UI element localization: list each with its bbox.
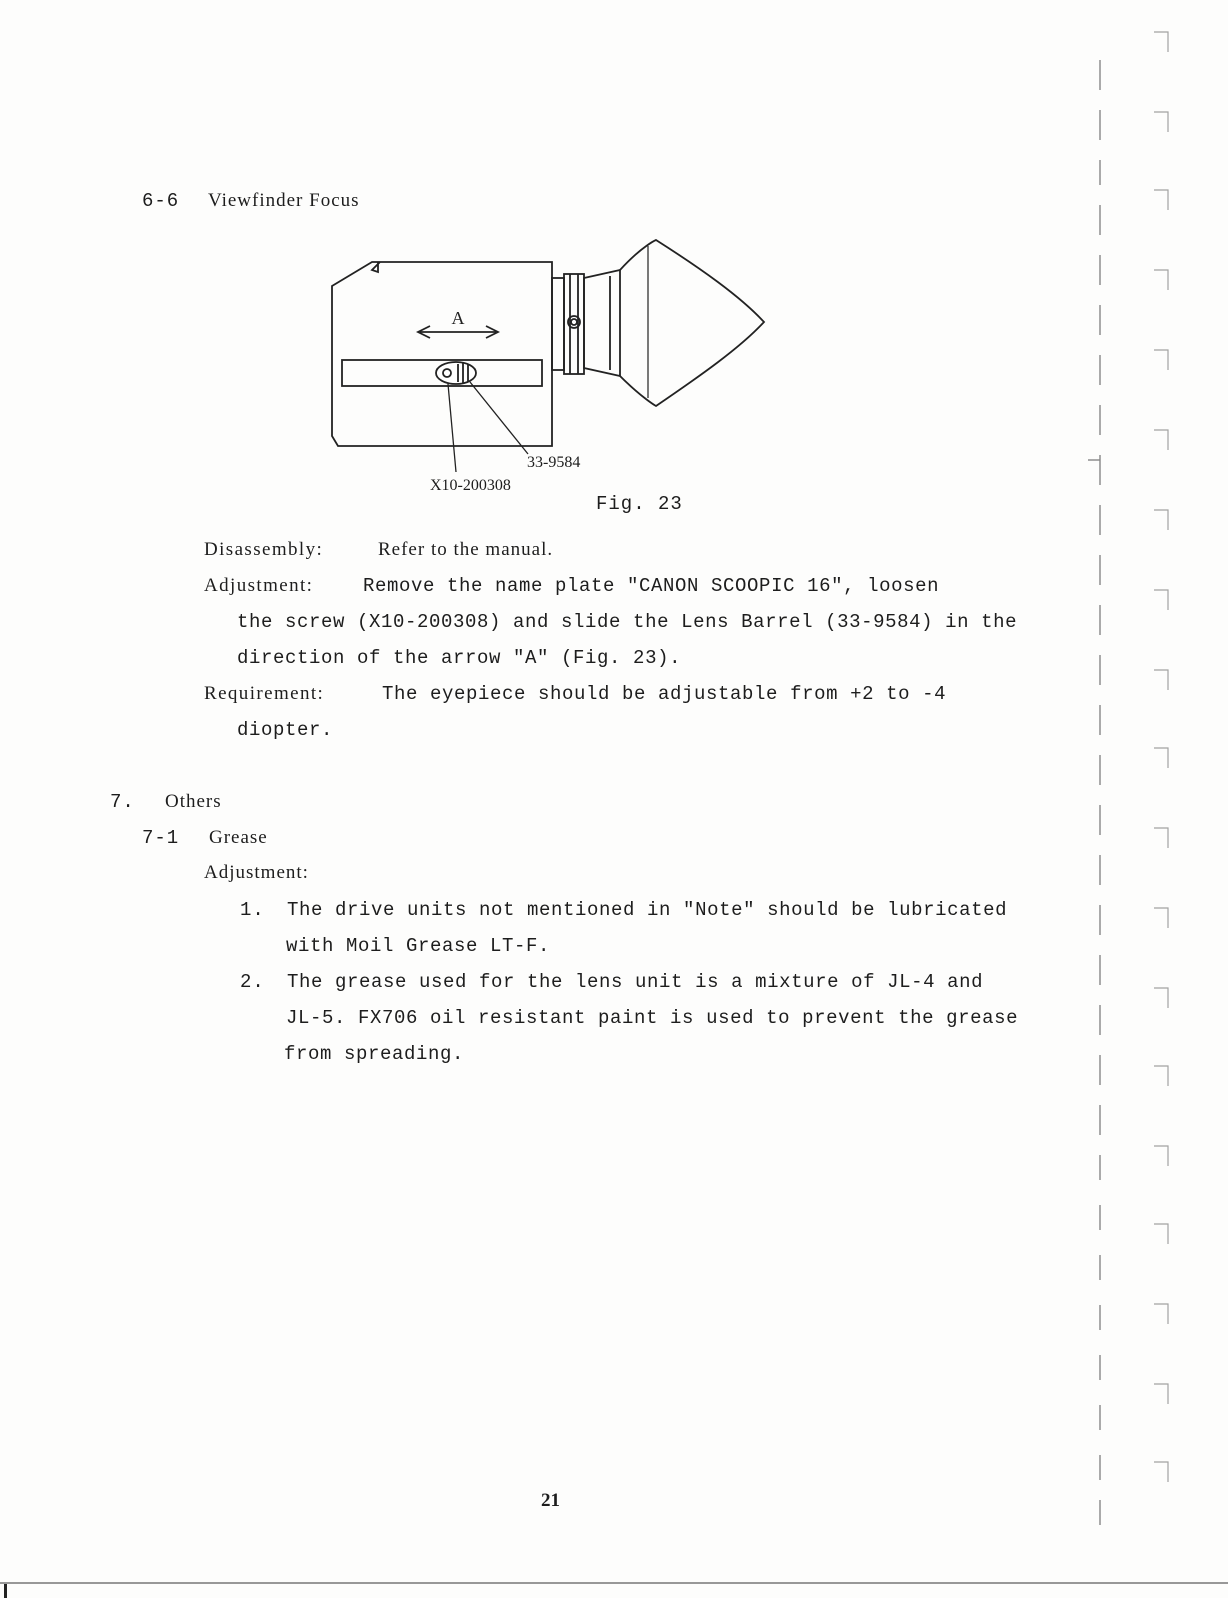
section-7-1-title: Grease xyxy=(209,827,268,848)
bottom-scan-edge xyxy=(0,1582,1228,1584)
page-number: 21 xyxy=(541,1490,560,1511)
part-label-lens-barrel: 33-9584 xyxy=(527,454,581,471)
adjustment-line-2: the screw (X10-200308) and slide the Lens Barrel (33-9584) in the xyxy=(237,611,1018,633)
requirement-label: Requirement: xyxy=(204,683,325,704)
grease-item-2-line-2: JL-5. FX706 oil resistant paint is used to prevent the grease xyxy=(286,1007,1019,1029)
camera-body-outline xyxy=(332,262,552,446)
adjustment-label: Adjustment: xyxy=(204,575,314,596)
section-7-title: Others xyxy=(165,791,222,812)
section-7-1-subheading: Adjustment: xyxy=(204,862,309,883)
leader-barrel xyxy=(470,382,528,454)
barrel-ring-2 xyxy=(564,274,584,374)
screw-head xyxy=(436,362,476,384)
requirement-line-1: The eyepiece should be adjustable from +2 to -4 xyxy=(382,683,947,705)
section-7-1-number: 7-1 xyxy=(142,827,180,849)
grease-item-1-line-1: The drive units not mentioned in "Note" should be lubricated xyxy=(287,899,1008,921)
section-7-number: 7. xyxy=(110,791,135,813)
disassembly-label: Disassembly: xyxy=(204,539,324,560)
grease-item-2-number: 2. xyxy=(240,971,265,993)
rubber-eyecup xyxy=(620,240,764,406)
figure-caption: Fig. 23 xyxy=(596,493,683,515)
grease-item-2-line-3: from spreading. xyxy=(284,1043,465,1065)
grease-item-2-line-1: The grease used for the lens unit is a mixture of JL-4 and xyxy=(287,971,984,993)
section-title: Viewfinder Focus xyxy=(208,190,360,211)
binding-edge-marks xyxy=(1088,0,1228,1598)
barrel-ring-1 xyxy=(552,278,564,370)
adjustment-line-1: Remove the name plate "CANON SCOOPIC 16", loosen xyxy=(363,575,940,597)
requirement-line-2: diopter. xyxy=(237,719,334,741)
grease-item-1-line-2: with Moil Grease LT-F. xyxy=(286,935,551,957)
part-label-screw: X10-200308 xyxy=(430,477,511,494)
adjustment-line-3: direction of the arrow "A" (Fig. 23). xyxy=(237,647,682,669)
leader-screw xyxy=(448,384,456,472)
scan-corner-mark xyxy=(4,1584,7,1598)
section-number: 6-6 xyxy=(142,190,180,212)
arrow-a-label: A xyxy=(451,308,465,328)
disassembly-text: Refer to the manual. xyxy=(378,539,554,560)
eyecup-base xyxy=(584,270,620,376)
grease-item-1-number: 1. xyxy=(240,899,265,921)
